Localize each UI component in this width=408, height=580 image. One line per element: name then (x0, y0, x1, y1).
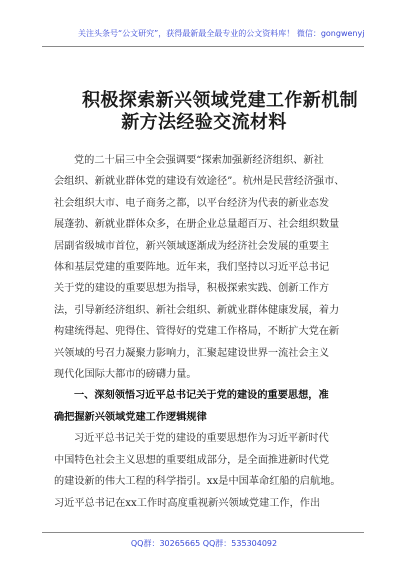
paragraph-line: 中国特色社会主义思想的重要组成部分，是全面推进新时代党 (54, 454, 330, 466)
section-heading-line-1: 一、深刻领悟习近平总书记关于党的建设的重要思想，准 (74, 389, 329, 402)
paragraph-line: 构建统得起、兜得住、管得好的党建工作格局，不断扩大党在新 (54, 326, 340, 338)
footer-divider (42, 532, 364, 533)
paragraph-line: 习近平总书记在xx工作时高度重视新兴领域党建工作，作出 (54, 497, 321, 509)
footer-contact: QQ群：30265665 QQ群：535304092 (130, 539, 278, 548)
paragraph-line: 关于党的建设的重要思想为指导，积极探索实践、创新工作方 (54, 283, 330, 295)
paragraph-line: 社会组织大市、电子商务之都，以平台经济为代表的新业态发 (54, 197, 330, 209)
document-title-line-1: 积极探索新兴领域党建工作新机制 (82, 90, 358, 111)
section-heading-line-2: 确把握新兴领域党建工作逻辑规律 (54, 410, 207, 423)
document-title-line-2: 新方法经验交流材料 (121, 112, 287, 133)
paragraph-line: 会组织、新就业群体党的建设有效途径”。杭州是民营经济强市、 (54, 176, 345, 188)
paragraph-line: 习近平总书记关于党的建设的重要思想作为习近平新时代 (74, 433, 329, 445)
paragraph-line: 党的二十届三中全会强调要“探索加强新经济组织、新社 (74, 155, 324, 166)
paragraph-line: 现代化国际大都市的磅礴力量。 (54, 369, 197, 381)
paragraph-line: 居副省级城市首位，新兴领域逐渐成为经济社会发展的重要主 (54, 240, 330, 252)
header-divider (42, 46, 364, 47)
paragraph-line: 体和基层党建的重要阵地。近年来，我们坚持以习近平总书记 (54, 262, 330, 274)
paragraph-line: 法，引导新经济组织、新社会组织、新就业群体健康发展，着力 (54, 304, 340, 316)
paragraph-line: 展蓬勃、新就业群体众多，在册企业总量超百万、社会组织数量 (54, 219, 340, 231)
header-banner: 关注头条号“公文研究”，获得最新最全最专业的公文资料库！ 微信：gongwenyj (78, 29, 365, 38)
document-body (54, 150, 360, 514)
paragraph-line: 兴领域的号召力凝聚力影响力，汇聚起建设世界一流社会主义 (54, 347, 330, 359)
paragraph-line: 的建设新的伟大工程的科学指引。xx是中国革命红船的启航地。 (54, 476, 341, 488)
